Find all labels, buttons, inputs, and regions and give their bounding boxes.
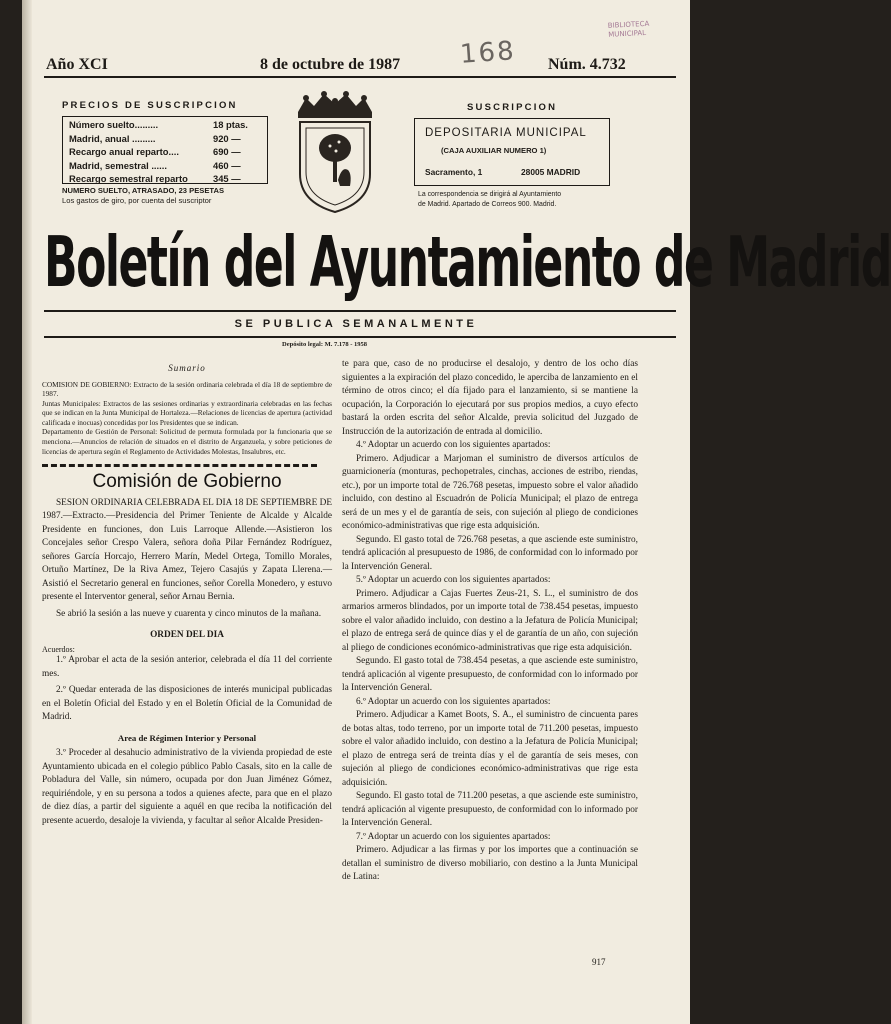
section-title: Comisión de Gobierno [92,471,282,493]
price-label: Recargo semestral reparto [69,173,188,184]
masthead-title: Boletín del Ayuntamiento de Madrid [44,222,891,303]
agenda-item-4: 4.º Adoptar un acuerdo con los siguientes apartados: [356,440,551,450]
price-value: 18 ptas. [213,119,248,130]
agenda-item-5: 5.º Adoptar un acuerdo con los siguientes apartados: [356,575,551,585]
price-row [69,172,261,186]
subscription-title: SUSCRIPCION [467,102,558,113]
prices-box [62,116,268,184]
paragraph: Primero. Adjudicar a las firmas y por los importes que a continuación se detallan el suministro de diverso mobiliario, con destino a la Junta Municipal de Latina: [342,845,638,882]
summary-item: Departamento de Gestión de Personal: Solicitud de permuta formulada por la funcionaria que se menciona.—Anuncios de relación de situados en el distrito de Arganzuela, y sobre peticiones de licencias de apertura según el Reglamento de Actividades Molestas, Insalubres, etc. [42,427,332,456]
page-number: 917 [592,957,606,967]
subscription-postcode: 28005 MADRID [521,167,581,177]
subscription-address: Sacramento, 1 [425,167,483,177]
paragraph: Primero. Adjudicar a Kamet Boots, S. A., el suministro de cincuenta pares de botas altas, todo terreno, por un importe total de 711.200 pesetas, impuesto sobre el valor añadido incluido, con destino a la Jefatura de Policía Municipal; el plazo de entrega será de treinta días y el de garantía de seis meses, con sujeción al pliego de condiciones económico-administrativas que rige esta adquisición. [342,710,638,788]
price-label: Recargo anual reparto.... [69,146,179,157]
stamp-line-2: MUNICIPAL [608,28,647,39]
masthead-subtitle: SE PUBLICA SEMANALMENTE [234,318,478,330]
prices-note-1: NUMERO SUELTO, ATRASADO, 23 PESETAS [62,186,225,195]
price-row [69,145,261,159]
subscription-note-1: La correspondencia se dirigirá al Ayuntamiento [418,191,562,198]
price-row [69,118,261,132]
header-rule [44,76,676,78]
price-label: Número suelto......... [69,119,159,130]
session-opening: Se abrió la sesión a las nueve y cuarenta y cinco minutos de la mañana. [56,608,322,619]
paragraph: te para que, caso de no producirse el desalojo, y dentro de los ocho días siguientes a la expiración del plazo concedido, le aperciba de lanzamiento en el término de otros cinco; el día fijado para el lanzamiento, si se mantiene la ocupación, la Corporación lo ejecutará por sus propios medios, a cuyo efecto bastará la orden escrita del señor Alcalde, previa solicitud del Juzgado de Instrucción de la autorización de entrada al domicilio. [342,359,638,437]
paragraph: Primero. Adjudicar a Cajas Fuertes Zeus-21, S. L., el suministro de dos armarios armeros blindados, por un importe total de 738.454 pesetas, impuesto sobre el valor añadido incluido, con destino a la Jefatura de Policía Municipal; el plazo de entrega será de quince días y el de garantía de un año, con sujeción al pliego de condiciones económico-administrativas que rige esta adquisición. [342,588,638,653]
stamp-line-1: BIBLIOTECA [607,19,650,30]
left-column [42,362,332,828]
summary-item: Juntas Municipales: Extractos de las sesiones ordinarias y extraordinaria celebradas en las fechas que se indican en la Junta Municipal de Hortaleza.—Relaciones de licencias de apertura (actividad calificada e inocuas) concedidas por los Presidentes que se indican. [42,398,332,427]
library-stamp [608,18,681,39]
subscription-office-sub: (CAJA AUXILIAR NUMERO 1) [441,146,547,155]
masthead-rule-bottom [44,336,676,338]
summary-item: COMISION DE GOBIERNO: Extracto de la sesión ordinaria celebrada el día 18 de septiembre de 1987. [42,379,332,399]
area-title: Area de Régimen Interior y Personal [117,732,257,743]
prices-note-2: Los gastos de giro, por cuenta del suscriptor [62,196,212,205]
price-value: 460 — [213,159,241,171]
prices-title: PRECIOS DE SUSCRIPCION [62,100,238,111]
subscription-box [414,118,610,186]
newspaper-page [22,0,891,1024]
subscription-office: DEPOSITARIA MUNICIPAL [425,127,587,139]
agenda-item-3: 3.º Proceder al desahucio administrativo de la vivienda propiedad de este Ayuntamiento ubicada en el colegio público Pablo Casals, sito en la calle de Pobladura del Valle, sin número, ocupada por don Juan Jiménez Gómez, requiriéndole, y en su persona a todos a quienes afecte, para que en el plazo de diez días, a partir del siguiente a aquél en que reciba la notificación del presente acuerdo, desaloje la vivienda, y facultar al señor Alcalde Presiden- [42,748,332,826]
paragraph: Primero. Adjudicar a Marjoman el suministro de diversos artículos de guarnicionería (monturas, pechopetrales, cinchas, acciones de estribo, riendas, etc.), por un importe total de 726.768 pesetas, impuesto sobre el valor añadido incluido, con destino al Escuadrón de Policía Municipal; el plazo de entrega será de un mes y el de garantía de seis, con sujeción al pliego de condiciones económico-administrativas que rige esta adquisición. [342,453,638,531]
paragraph: Segundo. El gasto total de 726.768 pesetas, a que asciende este suministro, tendrá aplicación al presupuesto de 1986, de conformidad con lo informado por la Intervención General. [342,534,638,572]
paragraph: Segundo. El gasto total de 738.454 pesetas, a que asciende este suministro, tendrá aplicación al vigente presupuesto, de conformidad con lo informado por la Intervención General. [342,656,638,693]
agenda-item-2: 2.º Quedar enterada de las disposiciones de interés municipal publicadas en el Boletín Oficial del Estado y en el Boletín Oficial de la Comunidad de Madrid. [42,685,332,723]
summary-title: Sumario [168,363,206,373]
legal-deposit: Depósito legal: M. 7.178 - 1958 [282,341,368,348]
price-row [69,132,261,146]
price-value: 920 — [213,132,241,144]
agenda-item-6: 6.º Adoptar un acuerdo con los siguientes apartados: [356,696,551,707]
price-label: Madrid, anual ......... [69,132,156,144]
paragraph: Segundo. El gasto total de 711.200 pesetas, a que asciende este suministro, tendrá aplicación al vigente presupuesto, de conformidad con lo informado por la Intervención General. [342,791,638,828]
handwritten-note: 168 [459,36,517,70]
masthead-rule-top [44,310,676,312]
right-column [342,358,638,885]
page-spine-shadow [22,0,32,1024]
agenda-item-7: 7.º Adoptar un acuerdo con los siguientes apartados: [356,831,551,842]
subscription-note-2: de Madrid. Apartado de Correos 900. Madrid. [418,201,557,208]
price-value: 690 — [213,146,241,157]
madrid-coat-of-arms-icon [292,90,378,216]
section-divider [42,464,317,467]
order-title: ORDEN DEL DIA [150,630,224,641]
issue-number: Núm. 4.732 [548,56,626,73]
agenda-item-1: 1.º Aprobar el acta de la sesión anterior, celebrada el día 11 del corriente mes. [42,655,332,679]
price-row [69,159,261,173]
price-label: Madrid, semestral ...... [69,159,167,171]
issue-date: 8 de octubre de 1987 [260,56,401,73]
price-value: 345 — [213,173,241,184]
agreements-label: Acuerdos: [42,644,75,654]
year-label: Año XCI [46,56,108,73]
session-intro: SESION ORDINARIA CELEBRADA EL DIA 18 DE SEPTIEMBRE DE 1987.—Extracto.—Presidencia del Primer Teniente de Alcalde y Alcalde Presidente en funciones, don Luis Larroque Allende.—Asistieron los Concejales señor Crespo Valera, señora doña Pilar Fernández Rodríguez, señores García Horcajo, Herrero Marín, Medel Ortega, Tomillo Morales, Ortuño Martínez, De la Riva Amez, Tejero Casajús y Zapata Llerena.—Asistió el Secretario general en funciones, señor Corella Monedero, y estuvo presente el Interventor general, señor Arnau Bernia. [42,497,332,603]
